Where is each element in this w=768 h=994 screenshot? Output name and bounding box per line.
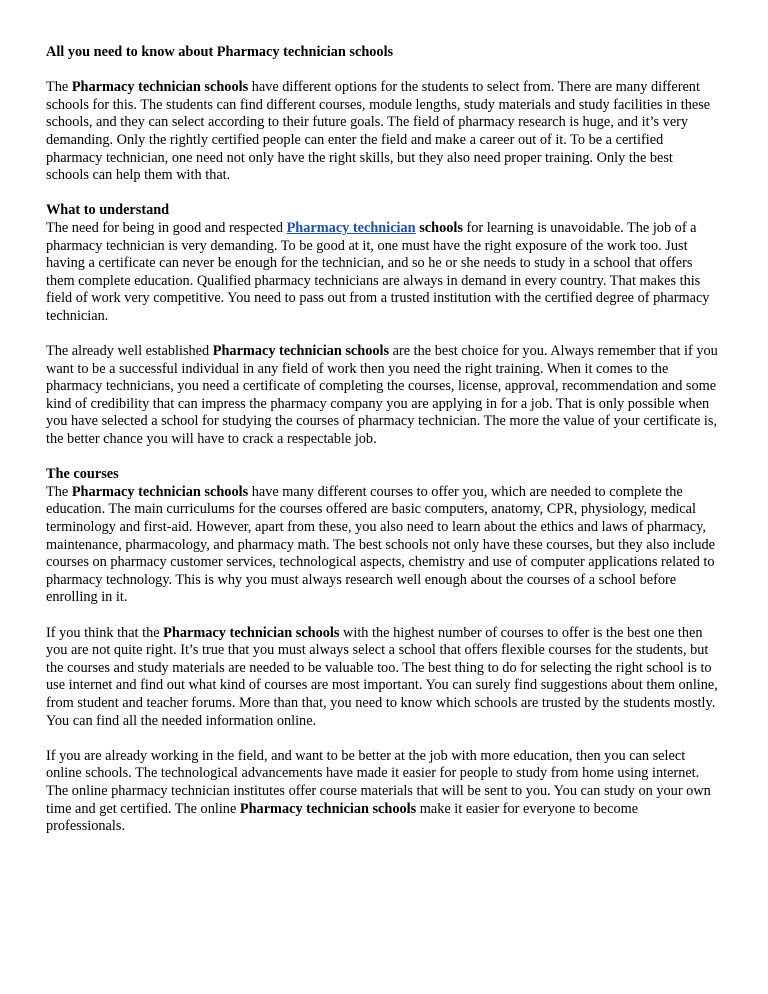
paragraph-online-schools [46,748,718,836]
pharmacy-technician-link[interactable]: Pharmacy technician [286,219,416,236]
text-run: The [46,483,72,500]
bold-keyword: Pharmacy technician schools [212,343,390,360]
text-run: for learning is unavoidable. The job of a pharmacy technician is very demanding. To be good at it, one must have the right exposure of the work too. Just having a certificate can never be enough for the technician, and so he or she needs to study in a school that offers them complete education. Qualified pharmacy technicians are always in demand in every country. That makes this field of work very competitive. You need to pass out from a trusted institution with the certified degree of pharmacy technician. [46,219,710,324]
intro-paragraph [46,79,718,185]
text-run: If you think that the [46,624,164,641]
bold-keyword: Pharmacy technician schools [71,483,249,500]
text-run: The already well established [46,343,213,360]
bold-keyword: Pharmacy technician schools [71,79,249,96]
text-run: The need for being in good and respected [46,219,287,236]
section-the-courses [46,466,718,607]
section-heading: The courses [46,466,119,483]
paragraph-number-of-courses [46,625,718,731]
text-run: have many different courses to offer you, which are needed to complete the education. The main curriculums for the courses offered are basic computers, anatomy, CPR, physiology, medical terminology and first-aid. However, apart from these, you also need to learn about the ethics and laws of pharmacy, maintenance, pharmacology, and pharmacy math. The best schools not only have these courses, but they also include courses on pharmacy customer services, technological aspects, chemistry and use of computer applications related to pharmacy technology. This is why you must always research well enough about the courses of a school before enrolling in it. [46,483,715,606]
text-run: are the best choice for you. Always remember that if you want to be a successful individual in any field of work then you need the right training. When it comes to the pharmacy technicians, you need a certificate of completing the courses, license, approval, recommendation and some kind of credibility that can impress the pharmacy company you are applying in for a job. That is only possible when you have selected a school for studying the courses of pharmacy technician. The more the value of your certificate is, the better chance you will have to crack a respectable job. [46,343,718,448]
text-run: The [46,79,72,96]
document-title: All you need to know about Pharmacy technician schools [46,44,394,60]
document-page [46,44,718,853]
bold-keyword: schools [415,219,463,236]
text-run: make it easier for everyone to become professionals. [46,800,639,835]
bold-keyword: Pharmacy technician schools [163,624,340,641]
paragraph-established-schools [46,343,718,449]
text-run: have different options for the students to select from. There are many different schools for this. The students can find different courses, module lengths, study materials and study facilities in these schools, and they can select according to their future goals. The field of pharmacy research is huge, and it’s very demanding. Only the rightly certified people can enter the field and make a career out of it. To be a certified pharmacy technician, one need not only have the right skills, but they also need proper training. Only the best schools can help them with that. [46,79,711,184]
section-heading: What to understand [46,202,170,219]
text-run: If you are already working in the field, and want to be better at the job with more education, then you can select online schools. The technological advancements have made it easier for people to study from home using internet. The online pharmacy technician institutes offer course materials that will be sent to you. You can study on your own time and get certified. The online [46,747,711,817]
text-run: with the highest number of courses to offer is the best one then you are not quite right. It’s true that you must always select a school that offers flexible courses for the students, but the courses and study materials are needed to be valuable too. The best thing to do for selecting the right school is to use internet and find out what kind of courses are most important. You can surely find suggestions about them online, from student and teacher forums. More than that, you need to know which schools are trusted by the students mostly. You can find all the needed information online. [46,624,718,729]
section-what-to-understand [46,202,718,325]
bold-keyword: Pharmacy technician schools [239,800,417,817]
